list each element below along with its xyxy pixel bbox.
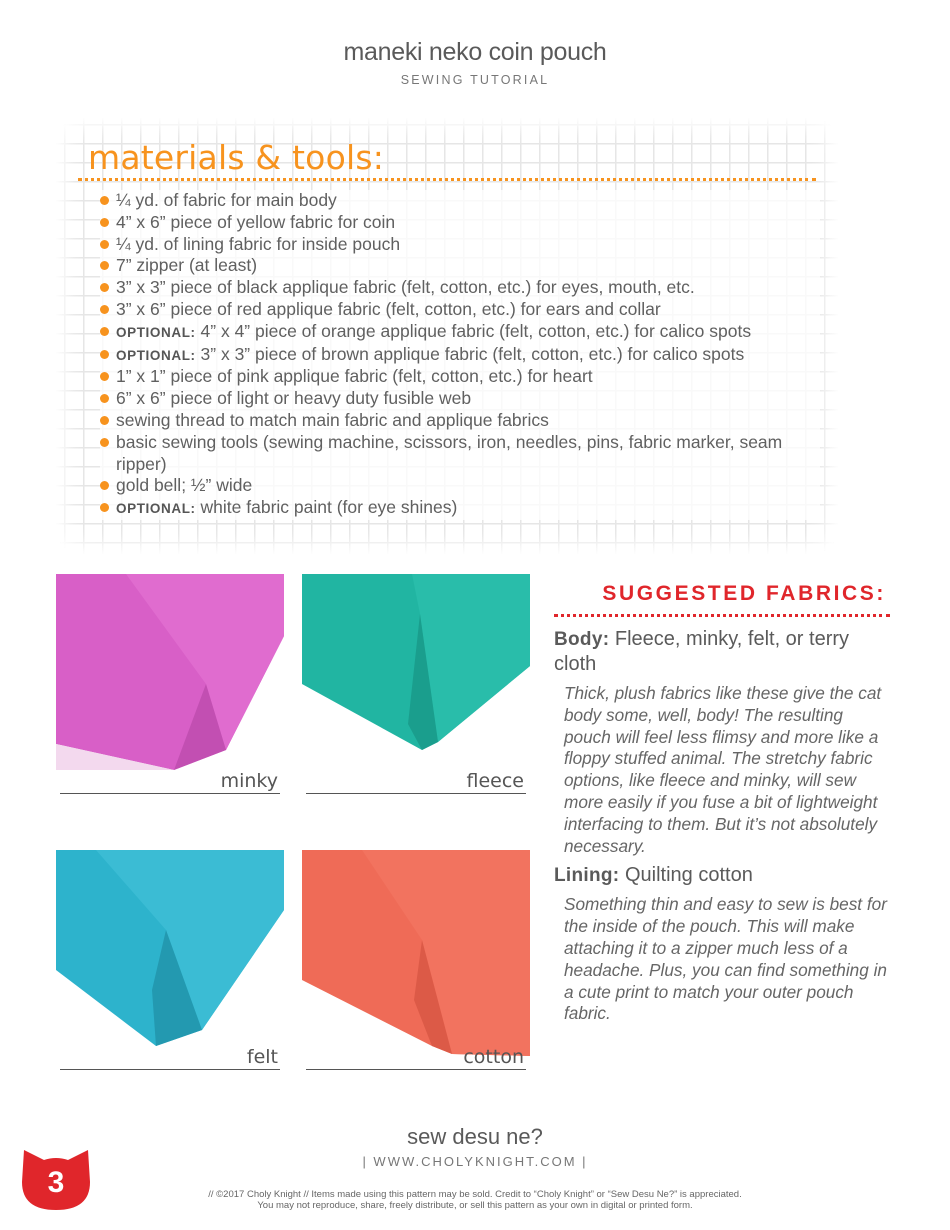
materials-item-text: 4” x 6” piece of yellow fabric for coin <box>116 211 396 232</box>
fabric-label-minky: minky <box>220 770 278 792</box>
bullet-dot-icon <box>100 481 109 490</box>
label-underline <box>306 793 526 794</box>
materials-item-text: ¼ yd. of fabric for main body <box>116 190 337 210</box>
bullet-dot-icon <box>100 283 109 292</box>
optional-tag: OPTIONAL: <box>116 324 196 340</box>
fabric-label-fleece: fleece <box>466 770 524 792</box>
materials-item-text: 7” zipper (at least) <box>116 255 258 276</box>
label-underline <box>306 1069 526 1070</box>
materials-list-item <box>100 212 820 234</box>
materials-list-item <box>100 299 820 321</box>
bullet-dot-icon <box>100 196 109 205</box>
fabric-label-felt: felt <box>246 1046 278 1068</box>
bullet-dot-icon <box>100 240 109 249</box>
materials-item-text: ¼ yd. of lining fabric for inside pouch <box>116 233 401 254</box>
bullet-dot-icon <box>100 218 109 227</box>
bullet-dot-icon <box>100 350 109 359</box>
footer-copyright <box>0 1189 950 1211</box>
page-number: 3 <box>47 1166 65 1199</box>
suggested-fabrics-heading: SUGGESTED FABRICS: <box>602 582 886 605</box>
optional-tag: OPTIONAL: <box>116 501 196 517</box>
bullet-dot-icon <box>100 305 109 314</box>
materials-item-text: 3” x 3” piece of black applique fabric (felt, cotton, etc.) for eyes, mouth, etc. <box>116 277 695 298</box>
materials-list-item <box>100 190 820 212</box>
footer-brand: sew desu ne? <box>407 1124 543 1149</box>
materials-list-item <box>100 277 820 299</box>
fabric-photo-minky <box>56 574 284 832</box>
footer-url[interactable]: | WWW.CHOLYKNIGHT.COM | <box>362 1154 588 1169</box>
materials-list-item <box>100 255 820 277</box>
body-label: Body: <box>554 629 610 650</box>
document-title: maneki neko coin pouch <box>343 38 607 66</box>
page-header <box>0 38 950 87</box>
suggested-fabrics-section <box>554 582 890 1031</box>
materials-list-item <box>100 475 820 497</box>
materials-list-item <box>100 388 820 410</box>
lining-description: Something thin and easy to sew is best for the inside of the pouch. This will make attaching it to a zipper much less of a headache. Plus, you can find something in a cute print to match your outer pouch fabric. <box>564 894 887 1024</box>
materials-item-text: sewing thread to match main fabric and applique fabrics <box>116 409 549 430</box>
bullet-dot-icon <box>100 327 109 336</box>
materials-divider <box>78 178 816 181</box>
fabric-photo-felt <box>56 850 284 1108</box>
materials-list-item <box>100 497 820 520</box>
materials-item-text: 1” x 1” piece of pink applique fabric (felt, cotton, etc.) for heart <box>116 366 593 387</box>
materials-item-text: 3” x 6” piece of red applique fabric (felt, cotton, etc.) for ears and collar <box>116 298 661 319</box>
materials-list <box>100 190 820 520</box>
materials-list-item <box>100 410 820 432</box>
bullet-dot-icon <box>100 438 109 447</box>
materials-list-item <box>100 432 820 476</box>
page-footer <box>0 1124 950 1211</box>
bullet-dot-icon <box>100 503 109 512</box>
suggested-divider <box>554 614 890 617</box>
materials-item-text: 4” x 4” piece of orange applique fabric (felt, cotton, etc.) for calico spots <box>200 320 752 341</box>
body-value: Fleece, minky, felt, or terry cloth <box>554 628 850 675</box>
copyright-line-2: You may not reproduce, share, freely distribute, or sell this pattern as your own in digital or printed form. <box>257 1200 693 1211</box>
materials-item-text: basic sewing tools (sewing machine, scissors, iron, needles, pins, fabric marker, seam ripper) <box>116 431 783 474</box>
lining-fabric-title <box>554 863 890 888</box>
page-number-badge <box>18 1146 94 1214</box>
fabric-label-cotton: cotton <box>463 1046 524 1068</box>
materials-item-text: white fabric paint (for eye shines) <box>200 497 458 518</box>
fabric-photo-fleece <box>302 574 530 832</box>
materials-list-item <box>100 234 820 256</box>
lining-value: Quilting cotton <box>624 864 753 887</box>
materials-list-item <box>100 344 820 367</box>
materials-panel <box>56 118 838 554</box>
materials-heading: materials & tools: <box>88 138 385 177</box>
materials-list-item <box>100 366 820 388</box>
body-fabric-title <box>554 627 890 677</box>
label-underline <box>60 1069 280 1070</box>
materials-item-text: gold bell; ½” wide <box>116 475 253 496</box>
bullet-dot-icon <box>100 261 109 270</box>
body-description: Thick, plush fabrics like these give the cat body some, well, body! The resulting pouch will feel less flimsy and more like a floppy stuffed animal. The stretchy fabric options, like fleece and minky, will sew more easily if you fuse a bit of lightweight interfacing to them. But it’s not absolutely necessary. <box>564 683 882 856</box>
materials-item-text: 6” x 6” piece of light or heavy duty fusible web <box>116 388 472 409</box>
fabric-photo-cotton <box>302 850 530 1108</box>
materials-item-text: 3” x 3” piece of brown applique fabric (felt, cotton, etc.) for calico spots <box>200 343 745 364</box>
materials-list-item <box>100 321 820 344</box>
document-subtitle: SEWING TUTORIAL <box>400 73 550 87</box>
bullet-dot-icon <box>100 372 109 381</box>
bullet-dot-icon <box>100 394 109 403</box>
optional-tag: OPTIONAL: <box>116 347 196 363</box>
bullet-dot-icon <box>100 416 109 425</box>
lining-label: Lining: <box>554 865 620 887</box>
label-underline <box>60 793 280 794</box>
copyright-line-1: // ©2017 Choly Knight // Items made using this pattern may be sold. Credit to “Choly Knight” or “Sew Desu Ne?” is appreciated. <box>208 1189 742 1200</box>
